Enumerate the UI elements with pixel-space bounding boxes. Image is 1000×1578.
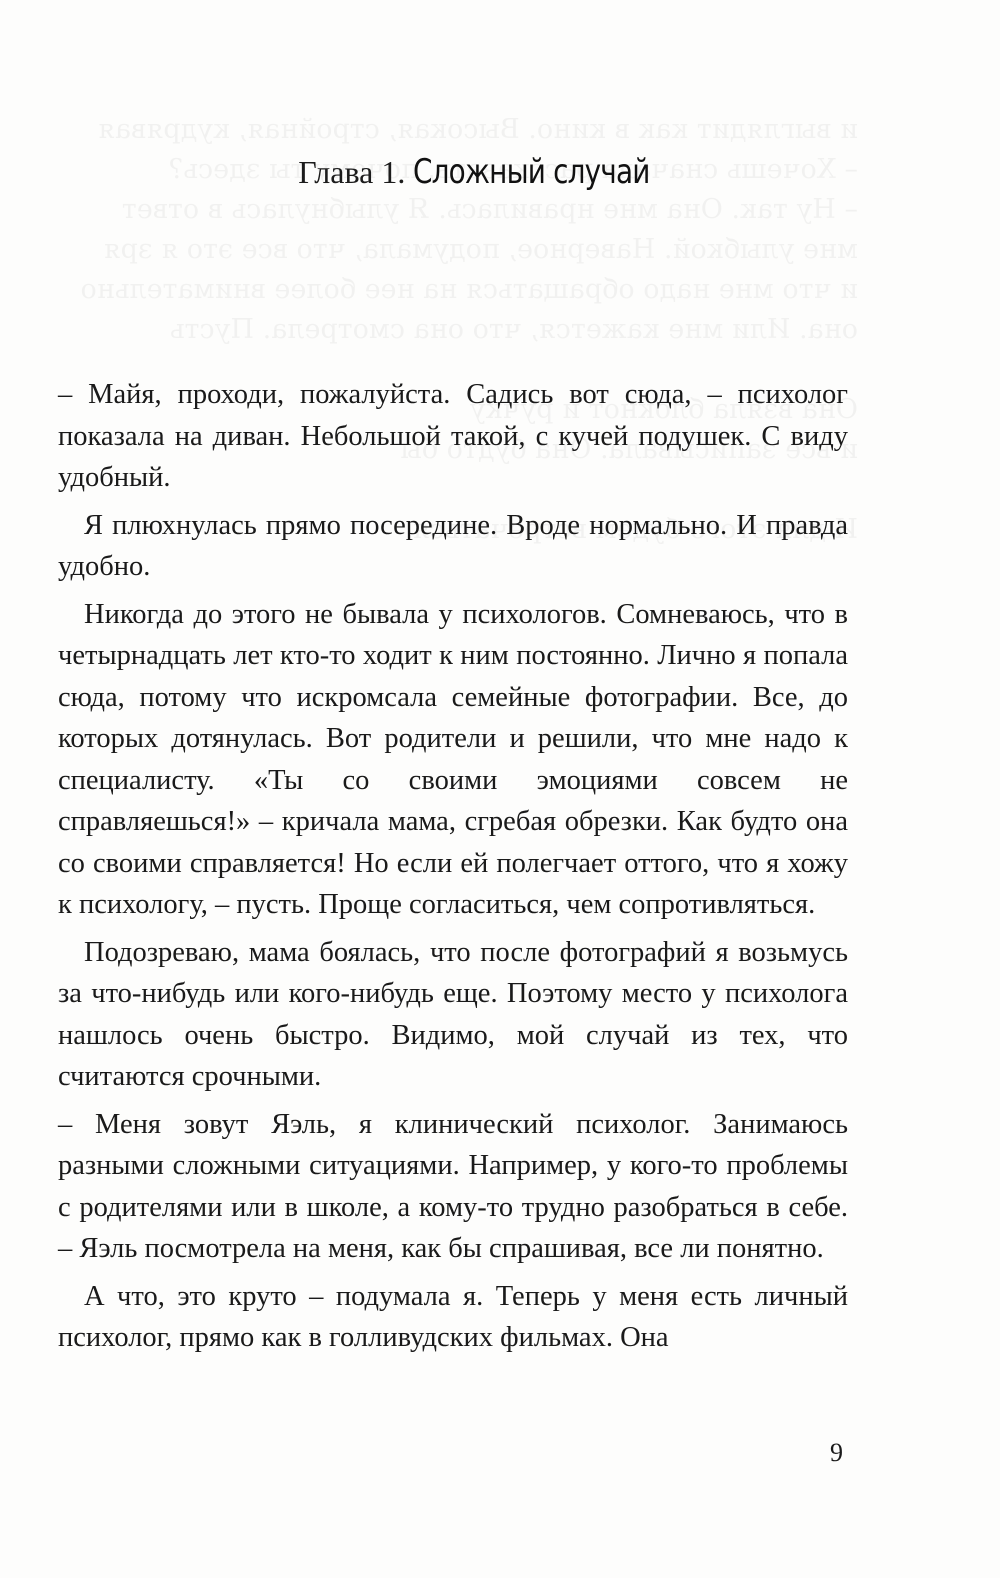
chapter-heading <box>0 152 1000 192</box>
page-number: 9 <box>830 1438 843 1467</box>
paragraph: – Меня зовут Яэль, я клинический психолог. Занимаюсь разными сложными ситуациями. Например, у кого-то проблемы с родителями или в школе, а кому-то трудно разобраться в себе. – Яэль посмотрела на меня, как бы спрашивая, все ли понятно. <box>58 1108 848 1264</box>
paragraph: А что, это круто – подумала я. Теперь у меня есть личный психолог, прямо как в голливудских фильмах. Она <box>58 1280 848 1353</box>
paragraph: Подозреваю, мама боялась, что после фотографий я возьмусь за что-нибудь или кого-нибудь еще. Поэтому место у психолога нашлось очень быстро. Видимо, мой случай из тех, что считаются срочными. <box>58 936 848 1092</box>
paragraph: Никогда до этого не бывала у психологов. Сомневаюсь, что в четырнадцать лет кто-то ходит к ним постоянно. Лично я попала сюда, потому что искромсала семейные фотографии. Все, до которых дотянулась. Вот родители и решили, что мне надо к специалисту. «Ты со своими эмоциями совсем не справляешься!» – кричала мама, сгребая обрезки. Как будто она со своими справляется! Но если ей полегчает оттого, что я хожу к психологу, – пусть. Проще согласиться, чем сопротивляться. <box>58 598 848 920</box>
chapter-title: Сложный случай <box>413 152 650 192</box>
paragraph: Я плюхнулась прямо посередине. Вроде нормально. И правда удобно. <box>58 509 848 582</box>
paragraph: – Майя, проходи, пожалуйста. Садись вот сюда, – психолог показала на диван. Небольшой такой, с кучей подушек. С виду удобный. <box>58 379 848 493</box>
body-text <box>58 374 848 1365</box>
chapter-number: Глава 1. <box>298 154 406 190</box>
